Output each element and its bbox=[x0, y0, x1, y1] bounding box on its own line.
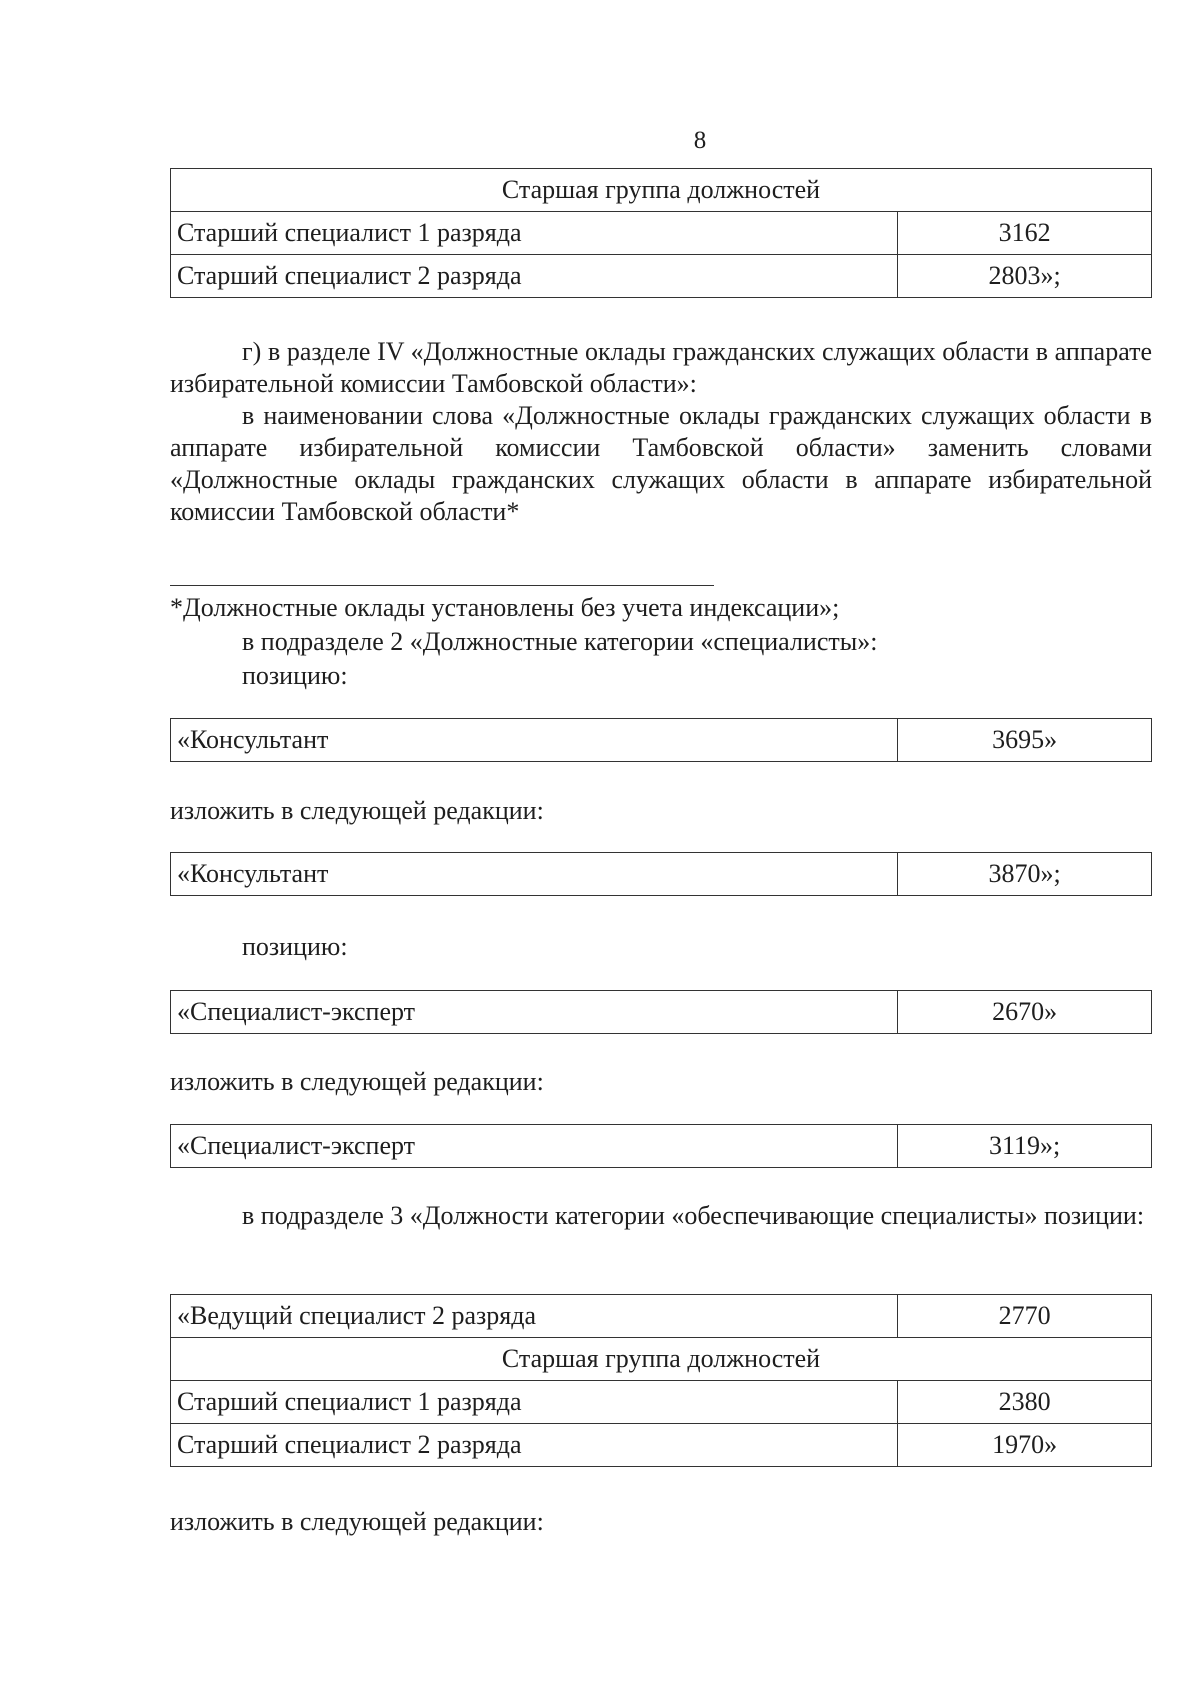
position-name: «Консультант bbox=[171, 853, 898, 896]
salary-value: 3119»; bbox=[898, 1125, 1152, 1168]
position-name: Старший специалист 1 разряда bbox=[171, 1381, 898, 1424]
salary-value: 2670» bbox=[898, 991, 1152, 1034]
table-row bbox=[171, 991, 1152, 1034]
salary-value: 2770 bbox=[898, 1295, 1152, 1338]
subsection-2-text: в подразделе 2 «Должностные категории «специалисты»: bbox=[242, 627, 878, 656]
restate-text-3: изложить в следующей редакции: bbox=[170, 1507, 544, 1536]
consultant-new-table bbox=[170, 852, 1152, 896]
restate-text: изложить в следующей редакции: bbox=[170, 796, 544, 825]
table-row bbox=[171, 1125, 1152, 1168]
paragraph-g-rename: в наименовании слова «Должностные оклады гражданских служащих области в аппарате избирательной комиссии Тамбовской области» заменить словами «Должностные оклады гражданских служащих области в аппарате избирательной комиссии Тамбовской области* bbox=[170, 401, 1152, 526]
expert-new-table bbox=[170, 1124, 1152, 1168]
footnote-text: *Должностные оклады установлены без учета индексации»; bbox=[170, 593, 840, 622]
position-name: «Консультант bbox=[171, 719, 898, 762]
paragraph-g-intro: г) в разделе IV «Должностные оклады гражданских служащих области в аппарате избирательной комиссии Тамбовской области»: bbox=[170, 337, 1152, 398]
salary-value: 2380 bbox=[898, 1381, 1152, 1424]
footnote-rule bbox=[170, 585, 714, 586]
salary-value: 2803»; bbox=[898, 255, 1152, 298]
page-number-wrap bbox=[0, 127, 1200, 155]
table-row bbox=[171, 719, 1152, 762]
salary-value: 3695» bbox=[898, 719, 1152, 762]
table-row bbox=[171, 1424, 1152, 1467]
page-number: 8 bbox=[693, 127, 707, 154]
salary-value: 3162 bbox=[898, 212, 1152, 255]
position-label: позицию: bbox=[242, 661, 348, 690]
salary-value: 3870»; bbox=[898, 853, 1152, 896]
position-name: Старший специалист 2 разряда bbox=[171, 1424, 898, 1467]
position-name: Старший специалист 2 разряда bbox=[171, 255, 898, 298]
restate-text-2: изложить в следующей редакции: bbox=[170, 1067, 544, 1096]
salary-table-senior bbox=[170, 168, 1152, 298]
position-name: «Специалист-эксперт bbox=[171, 991, 898, 1034]
table-row bbox=[171, 1295, 1152, 1338]
position-name: «Специалист-эксперт bbox=[171, 1125, 898, 1168]
table-row bbox=[171, 1381, 1152, 1424]
table-row bbox=[171, 169, 1152, 212]
subsection-3-text: в подразделе 3 «Должности категории «обеспечивающие специалисты» позиции: bbox=[242, 1201, 1145, 1230]
group-header: Старшая группа должностей bbox=[171, 169, 1152, 212]
support-specialists-table bbox=[170, 1294, 1152, 1467]
expert-old-table bbox=[170, 990, 1152, 1034]
group-header: Старшая группа должностей bbox=[171, 1338, 1152, 1381]
table-row bbox=[171, 853, 1152, 896]
table-row bbox=[171, 1338, 1152, 1381]
consultant-old-table bbox=[170, 718, 1152, 762]
table-row bbox=[171, 212, 1152, 255]
position-name: «Ведущий специалист 2 разряда bbox=[171, 1295, 898, 1338]
table-row bbox=[171, 255, 1152, 298]
position-name: Старший специалист 1 разряда bbox=[171, 212, 898, 255]
position-label-2: позицию: bbox=[242, 932, 348, 961]
salary-value: 1970» bbox=[898, 1424, 1152, 1467]
